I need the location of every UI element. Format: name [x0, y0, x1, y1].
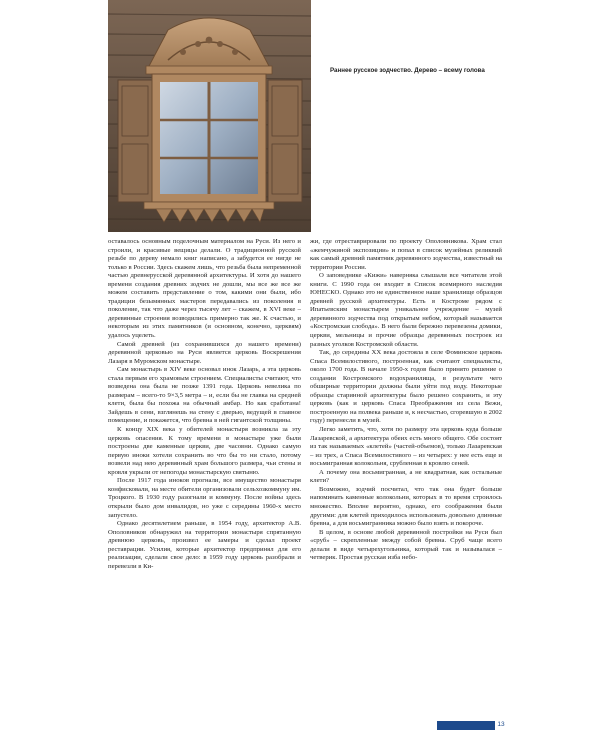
paragraph: К концу XIX века у обителей монастыря возникла за эту церковь опасения. К тому времени в монастыре уже были построены две каменные церкви, две часовни. Однако самую первую иноки хотели сохранить во что бы то ни стало, потому возвели над нею деревянный храм большого размера, чьи стены и кровля укрыли от непогоды монастырскую святыню. [108, 426, 301, 476]
paragraph: Однако десятилетием раньше, в 1954 году, архитектор А.В. Ополовников обнаружил на территории монастыря спрятанную древнюю церковь, произвел ее замеры и сделал проект реставрации. Усилия, которые архитектор предпринял для его реализации, сделали свое дело: в 1959 году церковь разобрали и перевезли в Ки- [108, 520, 301, 570]
paragraph: Самой древней (из сохранившихся до нашего времени) деревянной церковью на Руси является церковь Воскрешения Лазаря в Муромском монастыре. [108, 340, 301, 365]
paragraph: оставалось основным поделочным материалом на Руси. Из него и строили, и красивые вещицы делали. О традиционной русской резьбе по дереву немало книг написано, а забудется ее нигде не только в России. Здесь скажем лишь, что резьба была непременной частью древнерусской деревянной архитектуры. И хотя до нашего времени создания древних зодчих не дошли, мы все же все же можем составить представление о том, какими они были, ибо традиции безымянных мастеров передавались из поколения в поколение, так что даже через тысячу лет – скажем, в XVI веке – деревянные строения возводились примерно так же. К счастью, и некоторым из этих памятников (и основном, конечно, церквям) удалось уцелеть. [108, 238, 301, 340]
carved-window-photo [108, 0, 311, 232]
paragraph: О заповеднике «Кижи» наверняка слышали все читатели этой книги. С 1990 года он входит в Список всемирного наследия ЮНЕСКО. Однако это не единственное наше хранилище образцов древней русской архитектуры. Есть в Костроме рядом с Ипатьевским монастырем уникальное учреждение – музей деревянного зодчества под открытым небом, который называется «Костромская слобода». В него были бережно перевезены домики, церкви, мельницы и прочие образцы деревянных построек из разных уголков Костромской области. [310, 272, 502, 348]
footer-bar [437, 721, 495, 730]
paragraph: После 1917 года иноков прогнали, все имущество монастыря конфисковали, на месте обители организовали сельхозкоммуну им. Троцкого. В 1930 году разогнали и коммуну. После войны здесь открыли было дом инвалидов, но уже с середины 1960-х место запустело. [108, 477, 301, 519]
paragraph: Легко заметить, что, хотя по размеру эта церковь куда больше Лазаревской, а архитектура обеих есть много общего. Обе состоят из так называемых «клетей» (частей-объемов), только Лазаревская – из трех, а Спаса Всемилостивого – из четырех: у нее есть еще и восьмигранная колокольня, срубленная в кровлю сеней. [310, 426, 502, 468]
paragraph: Так, до середины XX века достояла в селе Фоминское церковь Спаса Всемилостивого, построенная, как считают специалисты, около 1700 года. В начале 1950-х годов было принято решение о создании Костромского водохранилища, в результате чего обширные территории должны были уйти под воду. Некоторые образцы старинной архитектуры было решено сохранить, и эту церковь (как и церковь Спаса Преображения из села Вежи, построенную на полвека раньше и, к несчастью, сгоревшую в 2002 году) перенесли в музей. [310, 349, 502, 425]
right-column [310, 238, 502, 563]
paragraph: Сам монастырь в XIV веке основал инок Лазарь, а эта церковь стала первым его храмовым строением. Специалисты считают, что возведена она была не позже 1391 года. Церковь невелика по размерам – всего-то 9×3,5 метра – и, если бы не главка на средней клети, была бы похожа на обычный амбар. Но как сработана! Зайдешь в сени, взглянешь на стену с дверью, ведущей в главное помещение, и покажется, что бревна в ней гигантской толщины. [108, 366, 301, 425]
paragraph: жи, где отреставрировали по проекту Ополовникова. Храм стал «жемчужиной экспозиции» и попал в список музейных реликвий как самый древний памятник деревянного зодчества, известный на территории России. [310, 238, 502, 271]
section-caption: Раннее русское зодчество. Дерево – всему голова [330, 67, 485, 74]
page-number: 13 [497, 721, 505, 728]
paragraph: Возможно, зодчий посчитал, что так она будет больше напоминать каменные колокольни, которых в то время строилось множество. Вполне вероятно, однако, его соображения были другими: для клетей приходилось использовать довольно длинные бревна, а для восьмигранника можно было взять и покороче. [310, 485, 502, 528]
paragraph: В целом, в основе любой деревянной постройки на Руси был «сруб» – скрепленные между собой бревна. Сруб чаще всего делали в виде четырехугольника, который так и называлася – четверик. Простая русская изба небо- [310, 528, 502, 562]
left-column [108, 238, 301, 571]
paragraph: А почему она восьмигранная, а не квадратная, как остальные клети? [310, 468, 502, 485]
